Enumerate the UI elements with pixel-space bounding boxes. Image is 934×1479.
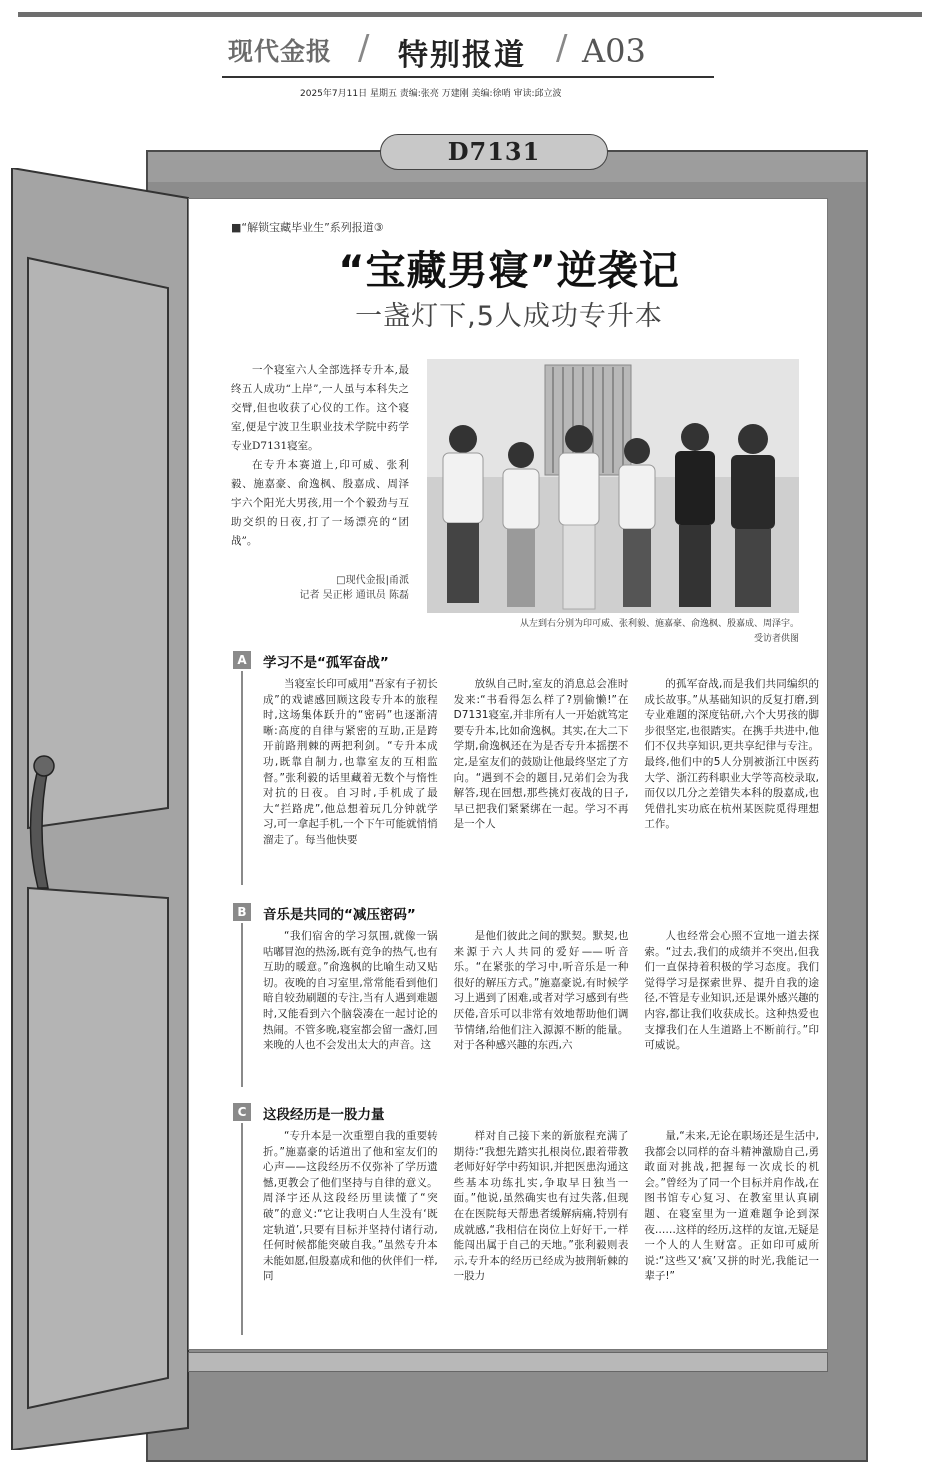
series-label: ■“解锁宝藏毕业生”系列报道③: [231, 221, 384, 234]
page-number: A03: [582, 32, 646, 70]
section-badge: B: [233, 903, 251, 921]
person-3: [559, 425, 599, 609]
section-c-column: [454, 1129, 629, 1343]
section-b-column: [644, 929, 819, 1101]
section-a-column: [454, 677, 629, 895]
body-text: 是他们彼此之间的默契。默契,也来源于六人共同的爱好——听音乐。“在紧张的学习中,听音乐是一种很好的解压方式。”施嘉豪说,有时候学习上遇到了困难,或者对学习感到有些厌倦,音乐可以非常有效地帮助他们调节情绪,给他们注入源源不断的能量。对于各种感兴趣的东西,六: [453, 930, 629, 1052]
photo-credit: 受访者供图: [753, 634, 799, 644]
section-title: 这段经历是一股力量: [263, 1107, 385, 1123]
headline: “宝藏男寝”逆袭记: [338, 248, 680, 294]
section-c-rule: [241, 1123, 243, 1335]
open-door-svg: [8, 168, 196, 1450]
group-photo: [427, 359, 799, 613]
dorm-door-plate: D7131: [380, 134, 608, 170]
photo-caption: [389, 617, 799, 647]
open-door-illustration: [8, 168, 196, 1450]
section-b-rule: [241, 923, 243, 1087]
section-b-column: [454, 929, 629, 1101]
section-c-column: [263, 1129, 438, 1343]
section-badge: C: [233, 1103, 251, 1121]
section-name: 特别报道: [398, 38, 526, 73]
section-title: 音乐是共同的“减压密码”: [263, 907, 416, 923]
masthead: [222, 26, 716, 76]
body-text: 当寝室长印可威用“吾家有子初长成”的戏谑感回顾这段专升本的旅程时,这场集体跃升的“密码”也逐渐清晰:高度的自律与紧密的互助,正是跨开前路荆棘的两把利剑。“专升本成功,既靠自制力,也靠室友的互相监督。”张利毅的话里藏着无数个与惰性对抗的日夜。自习时,手机成了最大“拦路虎”,他总想着玩几分钟就学习,可一拿起手机,一个下午可能就悄悄溜走了。每当他快要: [263, 678, 438, 846]
byline-outlet: □现代金报|甬派: [336, 575, 409, 586]
body-text: 样对自己接下来的新旅程充满了期待:“我想先踏实扎根岗位,跟着带教老师好好学中药知识,并把医患沟通这些基本功练扎实,争取早日独当一面。”他说,虽然确实也有过失落,但现在在医院每天帮患者缓解病痛,特别有成就感,“我相信在岗位上好好干,一样能闯出属于自己的天地。”张利毅则表示,专升本的经历已经成为披荆斩棘的一股力: [453, 1130, 629, 1283]
masthead-separator: /: [556, 28, 568, 68]
body-text: 的孤军奋战,而是我们共同编织的成长故事。”从基础知识的反复打磨,到专业难题的深度钻研,六个大男孩的脚步很坚定,也很踏实。在携手共进中,他们不仅共享知识,更共享纪律与专注。最终,他们中的5人分别被浙江中医药大学、浙江药科职业大学等高校录取,而仅以几分之差错失本科的殷嘉成,也凭借扎实功底在杭州某医院觅得理想工作。: [644, 678, 820, 831]
section-c-column: [644, 1129, 819, 1343]
body-text: “专升本是一次重塑自我的重要转折。”施嘉豪的话道出了他和室友们的心声——这段经历不仅弥补了学历遗憾,更教会了他们坚持与自律的意义。周泽宇还从这段经历里读懂了“突破”的意义:“它让我明白人生没有‘既定轨道’,只要有目标并坚持付诸行动,任何时候都能突破自我。”虽然专升本未能如愿,但殷嘉成和他的伙伴们一样,同: [263, 1130, 438, 1283]
section-a-rule: [241, 671, 243, 885]
section-b-body: [263, 929, 819, 1101]
body-text: 量,“未来,无论在职场还是生活中,我都会以同样的奋斗精神激励自己,勇敢面对挑战,把握每一次成长的机会。”曾经为了同一个目标并肩作战,在图书馆专心复习、在教室里认真刷题、在寝室里为一道难题争论到深夜……这样的经历,这样的友谊,无疑是一个人的人生财富。正如印可威所说:“这些又‘疯’又拼的时光,我能记一辈子!”: [644, 1130, 820, 1283]
article-page: [188, 198, 828, 1350]
byline-reporters: 记者 吴正彬 通讯员 陈磊: [299, 590, 409, 601]
intro-lead: [231, 361, 409, 551]
section-a-body: [263, 677, 819, 895]
section-badge: A: [233, 651, 251, 669]
subheadline: 一盏灯下,5人成功专升本: [355, 301, 663, 332]
door-threshold: [188, 1352, 828, 1372]
paper-name: 现代金报: [228, 37, 333, 66]
masthead-separator: /: [358, 28, 370, 68]
top-rule: [18, 12, 922, 17]
intro-paragraph: 在专升本赛道上,印可威、张利毅、施嘉豪、俞逸枫、殷嘉成、周泽宇六个阳光大男孩,用一个个毅劲与互助交织的日夜,打了一场漂亮的“团战”。: [231, 459, 409, 547]
section-title: 学习不是“孤军奋战”: [263, 655, 389, 671]
body-text: “我们宿舍的学习氛围,就像一锅咕嘟冒泡的热汤,既有竞争的热气,也有互助的暖意。”俞逸枫的比喻生动又贴切。夜晚的自习室里,常常能看到他们暗自较劲刷题的专注,当有人遇到难题时,又能看到六个脑袋凑在一起讨论的热闹。不管多晚,寝室都会留一盏灯,回来晚的人也不会发出太大的声音。这: [263, 930, 438, 1052]
section-a-column: [644, 677, 819, 895]
section-b-column: [263, 929, 438, 1101]
photo-caption-names: 从左到右分别为印可威、张利毅、施嘉豪、俞逸枫、殷嘉成、周泽宇。: [519, 619, 799, 629]
body-text: 人也经常会心照不宣地一道去探索。“过去,我们的成绩并不突出,但我们一直保持着积极的学习态度。我们觉得学习是探索世界、提升自我的途径,不管是专业知识,还是课外感兴趣的内容,都让我们收获成长。这种热爱也支撑我们在人生道路上不断前行。”印可威说。: [644, 930, 820, 1052]
section-a-column: [263, 677, 438, 895]
intro-paragraph: 一个寝室六人全部选择专升本,最终五人成功“上岸”,一人虽与本科失之交臂,但也收获了心仪的工作。这个寝室,便是宁波卫生职业技术学院中药学专业D7131寝室。: [231, 364, 409, 452]
section-c-body: [263, 1129, 819, 1343]
masthead-rule: [222, 76, 714, 78]
byline: [231, 573, 409, 603]
dateline: 2025年7月11日 星期五 责编:张亮 万建刚 美编:徐哨 审读:邱立波: [300, 89, 562, 99]
body-text: 放纵自己时,室友的消息总会准时发来:“书看得怎么样了?别偷懒!”在D7131寝室,并非所有人一开始就笃定要专升本,比如俞逸枫。其实,在大二下学期,俞逸枫还在为是否专升本摇摆不定,是室友们的鼓励让他最终坚定了方向。“遇到不会的题目,兄弟们会为我解答,现在回想,那些挑灯夜战的日子,早已把我们紧紧绑在一起。学习不再是一个人: [453, 678, 629, 831]
group-photo-illustration: [427, 359, 799, 613]
